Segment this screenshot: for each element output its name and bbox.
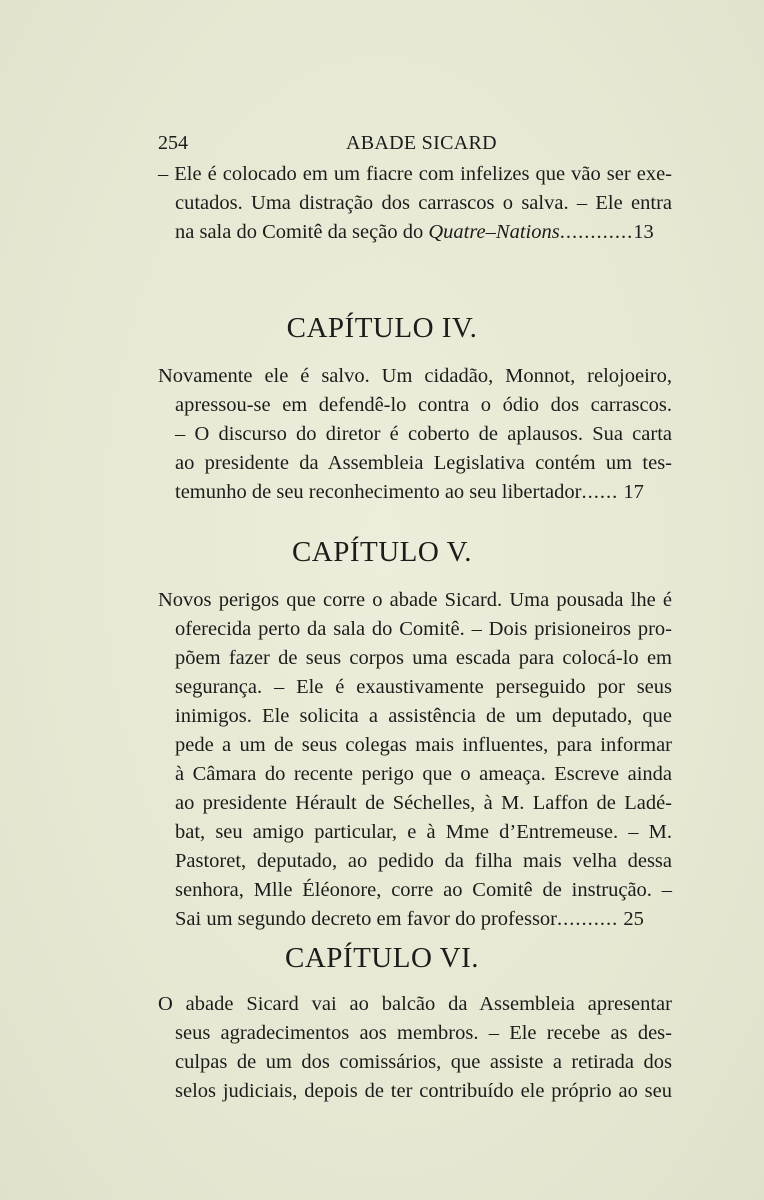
- entry-line: senhora, Mlle Éléonore, corre ao Comitê de instrução. –: [175, 879, 672, 901]
- continued-entry: [158, 160, 672, 247]
- page-reference: 25: [623, 908, 644, 930]
- entry-line: segurança. – Ele é exaustivamente perseguido por seus: [175, 676, 672, 698]
- entry-text: na sala do Comitê da seção do: [175, 221, 429, 243]
- page-reference: 13: [633, 221, 654, 243]
- entry-line: oferecida perto da sala do Comitê. – Dois prisioneiros pro-: [175, 618, 672, 640]
- entry-line: ao presidente Hérault de Séchelles, à M. Laffon de Ladé-: [175, 792, 672, 814]
- chapter-v-summary: [158, 586, 672, 934]
- chapter-vi-summary: [158, 990, 672, 1106]
- entry-text: Sai um segundo decreto em favor do professor: [175, 908, 557, 930]
- dot-leaders: ............: [559, 221, 634, 243]
- entry-last-line: [158, 218, 672, 247]
- running-title: ABADE SICARD: [346, 132, 497, 154]
- entry-line: bat, seu amigo particular, e à Mme d’Entremeuse. – M.: [175, 821, 672, 843]
- dot-leaders: ......: [581, 481, 619, 503]
- entry-line: O abade Sicard vai ao balcão da Assembleia apresentar: [158, 993, 672, 1015]
- entry-last-line: [158, 905, 672, 934]
- entry-line: Novos perigos que corre o abade Sicard. Uma pousada lhe é: [158, 589, 672, 611]
- dot-leaders: ..........: [557, 908, 619, 930]
- chapter-vi-heading: CAPÍTULO VI.: [285, 942, 479, 974]
- entry-line: apressou-se em defendê-lo contra o ódio dos carrascos.: [175, 394, 672, 416]
- entry-line: põem fazer de seus corpos uma escada para colocá-lo em: [175, 647, 672, 669]
- entry-line: seus agradecimentos aos membros. – Ele recebe as des-: [175, 1022, 672, 1044]
- entry-line: cutados. Uma distração dos carrascos o salva. – Ele entra: [175, 192, 672, 214]
- chapter-v-heading: CAPÍTULO V.: [291, 536, 473, 568]
- entry-italic-text: Quatre–Nations: [428, 221, 560, 243]
- entry-line: à Câmara do recente perigo que o ameaça. Escreve ainda: [175, 763, 672, 785]
- entry-line: pede a um de seus colegas mais influentes, para informar: [175, 734, 672, 756]
- page-header: [158, 128, 670, 158]
- entry-line: – O discurso do diretor é coberto de aplausos. Sua carta: [175, 423, 672, 445]
- page-reference: 17: [623, 481, 644, 503]
- entry-last-line: [158, 478, 672, 507]
- chapter-iv-summary: [158, 362, 672, 507]
- entry-line: selos judiciais, depois de ter contribuído ele próprio ao seu: [175, 1080, 672, 1102]
- entry-text: temunho de seu reconhecimento ao seu libertador: [175, 481, 582, 503]
- entry-line: Pastoret, deputado, ao pedido da filha mais velha dessa: [175, 850, 672, 872]
- chapter-iv-heading: CAPÍTULO IV.: [286, 312, 478, 344]
- entry-line: – Ele é colocado em um fiacre com infelizes que vão ser exe-: [158, 163, 672, 185]
- entry-line: ao presidente da Assembleia Legislativa contém um tes-: [175, 452, 672, 474]
- entry-line: Novamente ele é salvo. Um cidadão, Monnot, relojoeiro,: [158, 365, 672, 387]
- entry-line: inimigos. Ele solicita a assistência de um deputado, que: [175, 705, 672, 727]
- entry-line: culpas de um dos comissários, que assiste a retirada dos: [175, 1051, 672, 1073]
- page-number: 254: [158, 132, 188, 154]
